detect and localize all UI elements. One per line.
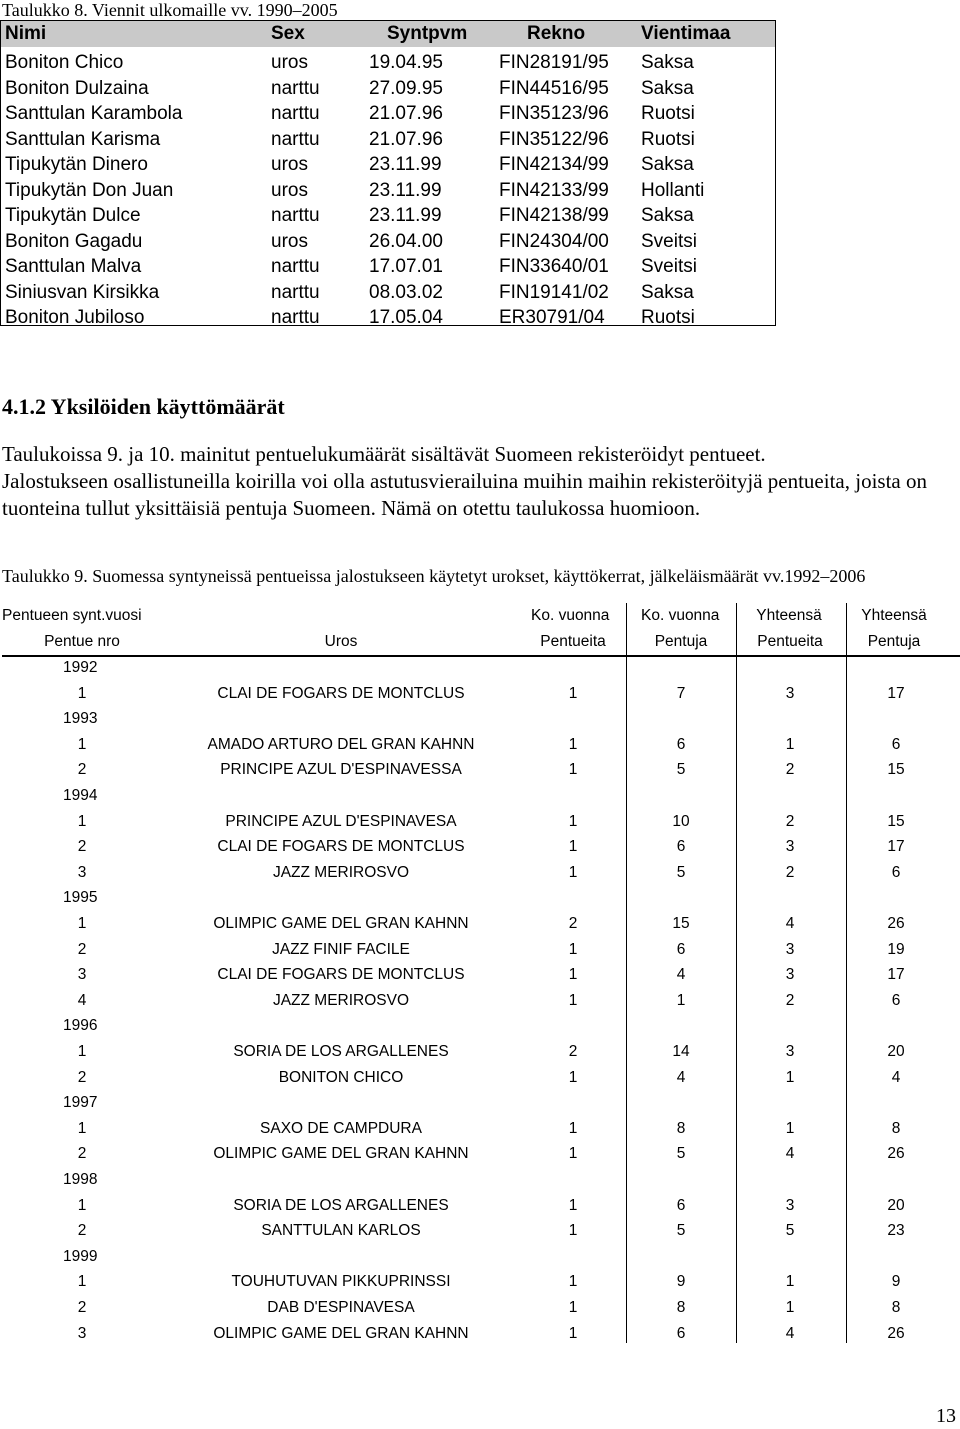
export-table-cell-country: Ruotsi (641, 128, 695, 150)
export-table-cell-sex: narttu (271, 77, 320, 99)
export-table-cell-country: Saksa (641, 77, 694, 99)
export-table-cell-name: Santtulan Karambola (5, 103, 183, 124)
table9-cell-yht-pentueita: 5 (785, 1222, 795, 1240)
table9-header-ko1: Ko. vuonna (531, 607, 610, 624)
table9-cell-uros: JAZZ MERIROSVO (272, 863, 410, 881)
table9-cell-nro: 1 (77, 1119, 87, 1137)
table9-cell-pentueita: 1 (568, 1068, 578, 1086)
table9-cell-pentueita: 1 (568, 684, 578, 702)
table9-cell-yht-pentuja: 17 (887, 684, 905, 702)
table9-cell-yht-pentuja: 26 (887, 1145, 905, 1163)
export-table-header-regno: Rekno (527, 23, 586, 44)
table9-cell-yht-pentuja: 17 (887, 838, 905, 856)
table8-caption: Taulukko 8. Viennit ulkomaille vv. 1990–2005 (2, 0, 338, 20)
table9-cell-pentuja: 1 (676, 991, 686, 1009)
table9-cell-pentuja: 5 (676, 1222, 686, 1240)
table9-cell-uros: SANTTULAN KARLOS (261, 1222, 421, 1240)
export-table-cell-sex: narttu (271, 307, 320, 328)
export-table-cell-born: 17.07.01 (369, 256, 443, 277)
export-table-cell-regno: FIN44516/95 (499, 77, 609, 99)
table9-cell-yht-pentuja: 19 (887, 940, 905, 958)
table9-cell-pentueita: 1 (568, 1299, 578, 1316)
table9-cell-pentuja: 6 (676, 1324, 686, 1342)
table9-cell-uros: CLAI DE FOGARS DE MONTCLUS (217, 838, 465, 856)
table9-cell-yht-pentuja: 15 (887, 812, 905, 830)
table9-cell-nro: 3 (77, 966, 87, 984)
export-table-cell-name: Santtulan Malva (5, 256, 142, 277)
table9-cell-yht-pentueita: 2 (785, 761, 795, 779)
table9-year-row: 1992 (63, 659, 98, 676)
table9-cell-yht-pentueita: 2 (785, 991, 795, 1009)
export-table-cell-regno: FIN35123/96 (499, 103, 609, 124)
table9-cell-pentueita: 2 (568, 915, 578, 932)
export-table-cell-name: Boniton Jubiloso (5, 307, 145, 328)
export-table-cell-regno: FIN42134/99 (499, 154, 609, 175)
table9-cell-pentuja: 4 (676, 1068, 686, 1086)
export-table-cell-sex: uros (271, 179, 308, 201)
table9-year-row: 1999 (63, 1247, 98, 1265)
table9-cell-pentuja: 6 (676, 735, 686, 753)
table9-cell-nro: 1 (77, 812, 87, 830)
export-table-cell-country: Ruotsi (641, 307, 695, 328)
table9-cell-nro: 2 (77, 1299, 87, 1316)
table9-cell-yht-pentuja: 6 (891, 991, 901, 1009)
table9-cell-pentuja: 8 (676, 1299, 686, 1316)
export-table-cell-born: 23.11.99 (369, 154, 442, 175)
export-table-cell-name: Boniton Chico (5, 52, 124, 73)
table9-header-ko2: Ko. vuonna (641, 607, 720, 624)
table9-cell-yht-pentuja: 17 (887, 966, 905, 984)
table9-cell-uros: AMADO ARTURO DEL GRAN KAHNN (207, 735, 475, 753)
export-table-cell-name: Tipukytän Don Juan (5, 179, 174, 201)
export-table-header-country: Vientimaa (641, 23, 731, 44)
table9-year-row: 1995 (63, 889, 98, 907)
table9-cell-pentuja: 7 (676, 684, 686, 702)
export-table-cell-regno: FIN42133/99 (499, 179, 609, 201)
table9-cell-yht-pentueita: 1 (785, 1068, 795, 1086)
table9-year-row: 1994 (63, 787, 98, 804)
table9-header-pentuja: Pentuja (654, 633, 708, 650)
export-table-cell-name: Tipukytän Dulce (5, 205, 141, 226)
table9-cell-uros: SORIA DE LOS ARGALLENES (233, 1043, 449, 1060)
table9-cell-yht-pentueita: 3 (785, 1043, 795, 1060)
table9-cell-pentueita: 1 (568, 735, 578, 753)
table9-cell-nro: 1 (77, 1043, 87, 1060)
paragraph-2: Jalostukseen osallistuneilla koirilla voi olla astutusvierailuina muihin maihin rekisteröityjä pentueita, joista on tuonteina tullut yksittäisiä pentuja Suomeen. Nämä on otettu taulukossa huomioon. (2, 469, 927, 520)
export-table-cell-sex: narttu (271, 128, 320, 150)
export-table-cell-name: Boniton Dulzaina (5, 77, 149, 99)
table9-cell-nro: 1 (77, 915, 87, 932)
export-table-cell-regno: FIN19141/02 (499, 281, 609, 303)
table9-cell-uros: PRINCIPE AZUL D'ESPINAVESA (225, 812, 457, 830)
table9-cell-pentueita: 1 (568, 812, 578, 830)
export-table-cell-sex: uros (271, 154, 308, 175)
table9-cell-pentueita: 2 (568, 1043, 578, 1060)
export-table-cell-country: Saksa (641, 52, 694, 73)
table9-cell-pentueita: 1 (568, 761, 578, 779)
table9-cell-uros: DAB D'ESPINAVESA (267, 1299, 415, 1316)
table9-cell-nro: 2 (77, 838, 87, 856)
export-table-cell-born: 21.07.96 (369, 128, 443, 150)
table9-cell-pentueita: 1 (568, 1273, 578, 1291)
table9-header-total-pentueita: Pentueita (757, 633, 823, 650)
table9-cell-yht-pentueita: 3 (785, 838, 795, 856)
export-table-cell-sex: uros (271, 52, 308, 73)
export-table-cell-sex: narttu (271, 256, 320, 277)
export-table-cell-country: Ruotsi (641, 103, 695, 124)
table9-cell-nro: 2 (77, 940, 87, 958)
table9-header-year: Pentueen synt.vuosi (2, 607, 142, 624)
export-table-cell-sex: narttu (271, 103, 320, 124)
table9-header-total-pentuja: Pentuja (867, 633, 921, 650)
export-table-cell-country: Hollanti (641, 179, 705, 201)
table9-cell-yht-pentuja: 20 (887, 1043, 905, 1060)
table9-cell-uros: OLIMPIC GAME DEL GRAN KAHNN (213, 1324, 469, 1342)
table9-cell-pentueita: 1 (568, 1222, 578, 1240)
export-table-cell-country: Saksa (641, 154, 694, 175)
table9-cell-yht-pentuja: 4 (891, 1068, 901, 1086)
table9-year-row: 1996 (63, 1017, 98, 1035)
export-table-cell-name: Tipukytän Dinero (5, 154, 148, 175)
table9-header-total2: Yhteensä (861, 607, 927, 624)
table9-cell-pentuja: 6 (676, 1196, 686, 1214)
table9-year-row: 1993 (63, 710, 98, 728)
table9-cell-pentuja: 4 (676, 966, 686, 984)
table9-cell-pentuja: 8 (676, 1119, 686, 1137)
table9-cell-nro: 2 (77, 1145, 87, 1163)
table9-cell-yht-pentuja: 26 (887, 915, 905, 932)
export-table-cell-born: 26.04.00 (369, 230, 443, 252)
table9-cell-pentuja: 5 (676, 863, 686, 881)
table9-cell-uros: JAZZ FINIF FACILE (272, 940, 410, 958)
table9-cell-uros: OLIMPIC GAME DEL GRAN KAHNN (213, 915, 469, 932)
table9-cell-yht-pentuja: 20 (887, 1196, 905, 1214)
table9-cell-yht-pentueita: 4 (785, 1145, 795, 1163)
table9-cell-yht-pentueita: 2 (785, 863, 795, 881)
table9-header-nro: Pentue nro (44, 633, 120, 650)
table9-cell-nro: 3 (77, 863, 87, 881)
table9-cell-uros: PRINCIPE AZUL D'ESPINAVESSA (220, 761, 462, 779)
table9-cell-nro: 1 (77, 1196, 87, 1214)
table9-cell-nro: 2 (77, 1068, 87, 1086)
export-table-header-name: Nimi (5, 23, 47, 44)
export-table-cell-name: Siniusvan Kirsikka (5, 281, 160, 303)
table9-cell-pentuja: 15 (672, 915, 690, 932)
table9-cell-uros: SORIA DE LOS ARGALLENES (233, 1196, 449, 1214)
page-number: 13 (936, 1405, 956, 1427)
export-table-cell-country: Sveitsi (641, 230, 697, 252)
export-table-cell-born: 19.04.95 (369, 52, 443, 73)
table9-cell-nro: 2 (77, 1222, 87, 1240)
table9-cell-pentuja: 10 (672, 812, 690, 830)
table9-cell-yht-pentuja: 8 (891, 1119, 901, 1137)
table9-cell-yht-pentueita: 4 (785, 1324, 795, 1342)
table9-cell-yht-pentuja: 8 (891, 1299, 901, 1316)
table9-cell-yht-pentuja: 6 (891, 863, 901, 881)
table9-cell-pentueita: 1 (568, 940, 578, 958)
table9-cell-pentuja: 5 (676, 1145, 686, 1163)
table9-cell-uros: BONITON CHICO (278, 1068, 404, 1086)
export-table-cell-born: 17.05.04 (369, 307, 443, 328)
table9-caption: Taulukko 9. Suomessa syntyneissä pentueissa jalostukseen käytetyt urokset, käyttökerrat, jälkeläismäärät vv.1992–2006 (2, 566, 866, 586)
export-table-cell-country: Saksa (641, 281, 694, 303)
table9-cell-yht-pentuja: 6 (891, 735, 901, 753)
export-table (0, 20, 776, 326)
export-table-cell-sex: uros (271, 230, 308, 252)
export-table-cell-born: 08.03.02 (369, 281, 443, 303)
export-table-cell-regno: FIN33640/01 (499, 256, 609, 277)
export-table-header-born: Syntpvm (387, 23, 468, 44)
table9-cell-uros: TOUHUTUVAN PIKKUPRINSSI (231, 1273, 451, 1291)
table9-cell-yht-pentueita: 3 (785, 1196, 795, 1214)
table9-cell-pentueita: 1 (568, 1196, 578, 1214)
table9-cell-pentueita: 1 (568, 1119, 578, 1137)
export-table-cell-sex: narttu (271, 205, 320, 226)
table9-cell-yht-pentueita: 1 (785, 1119, 795, 1137)
export-table-cell-country: Saksa (641, 205, 694, 226)
table9-header-pentueita: Pentueita (540, 633, 606, 650)
paragraph-1: Taulukoissa 9. ja 10. mainitut pentuelukumäärät sisältävät Suomeen rekisteröidyt pentueet. (2, 442, 766, 466)
table9-year-row: 1997 (63, 1094, 98, 1112)
export-table-cell-country: Sveitsi (641, 256, 697, 277)
table9-cell-yht-pentuja: 23 (887, 1222, 905, 1240)
section-heading: 4.1.2 Yksilöiden käyttömäärät (2, 394, 285, 419)
table9-cell-pentuja: 6 (676, 940, 686, 958)
table9-cell-pentueita: 1 (568, 863, 578, 881)
export-table-cell-regno: ER30791/04 (499, 307, 605, 328)
table9-cell-nro: 1 (77, 735, 87, 753)
table9-cell-uros: CLAI DE FOGARS DE MONTCLUS (217, 684, 465, 702)
export-table-cell-regno: FIN24304/00 (499, 230, 609, 252)
table9-cell-yht-pentueita: 1 (785, 1299, 795, 1316)
table9-cell-yht-pentueita: 4 (785, 915, 795, 932)
export-table-cell-name: Boniton Gagadu (5, 230, 143, 252)
table9-cell-pentueita: 1 (568, 991, 578, 1009)
table9-cell-nro: 3 (77, 1324, 87, 1342)
table9-cell-nro: 2 (77, 761, 87, 779)
table9-cell-pentueita: 1 (568, 966, 578, 984)
table9-cell-yht-pentuja: 15 (887, 761, 905, 779)
table9-cell-nro: 1 (77, 1273, 87, 1291)
table9-cell-pentuja: 9 (676, 1273, 686, 1291)
export-table-cell-regno: FIN28191/95 (499, 52, 609, 73)
table9-cell-nro: 4 (77, 991, 87, 1009)
table9-cell-pentueita: 1 (568, 1324, 578, 1342)
export-table-cell-name: Santtulan Karisma (5, 128, 161, 150)
table9-cell-nro: 1 (77, 684, 87, 702)
table9-cell-pentueita: 1 (568, 1145, 578, 1163)
table9-cell-pentuja: 14 (672, 1043, 690, 1060)
export-table-header-sex: Sex (271, 23, 305, 44)
export-table-cell-born: 23.11.99 (369, 179, 442, 201)
table9-cell-pentuja: 5 (676, 761, 686, 779)
table9-cell-yht-pentueita: 1 (785, 1273, 795, 1291)
export-table-cell-regno: FIN35122/96 (499, 128, 609, 150)
table9-cell-uros: CLAI DE FOGARS DE MONTCLUS (217, 966, 465, 984)
table9-cell-uros: JAZZ MERIROSVO (272, 991, 410, 1009)
export-table-cell-born: 23.11.99 (369, 205, 442, 226)
table9-header-rule (2, 655, 960, 657)
export-table-cell-born: 21.07.96 (369, 103, 443, 124)
table9-cell-uros: SAXO DE CAMPDURA (260, 1119, 422, 1137)
table9-header-total1: Yhteensä (756, 607, 822, 624)
table9-cell-yht-pentueita: 3 (785, 966, 795, 984)
table9-cell-yht-pentuja: 26 (887, 1324, 905, 1342)
export-table-cell-regno: FIN42138/99 (499, 205, 609, 226)
export-table-cell-born: 27.09.95 (369, 77, 443, 99)
table9-cell-uros: OLIMPIC GAME DEL GRAN KAHNN (213, 1145, 469, 1163)
table9-cell-yht-pentueita: 1 (785, 735, 795, 753)
table9-cell-yht-pentuja: 9 (891, 1273, 901, 1291)
export-table-cell-sex: narttu (271, 281, 320, 303)
table9-year-row: 1998 (63, 1171, 98, 1188)
table9-cell-yht-pentueita: 2 (785, 812, 795, 830)
table9-cell-yht-pentueita: 3 (785, 684, 795, 702)
table9-header-uros: Uros (324, 633, 358, 650)
table9-cell-pentuja: 6 (676, 838, 686, 856)
table9-cell-yht-pentueita: 3 (785, 940, 795, 958)
table9-cell-pentueita: 1 (568, 838, 578, 856)
